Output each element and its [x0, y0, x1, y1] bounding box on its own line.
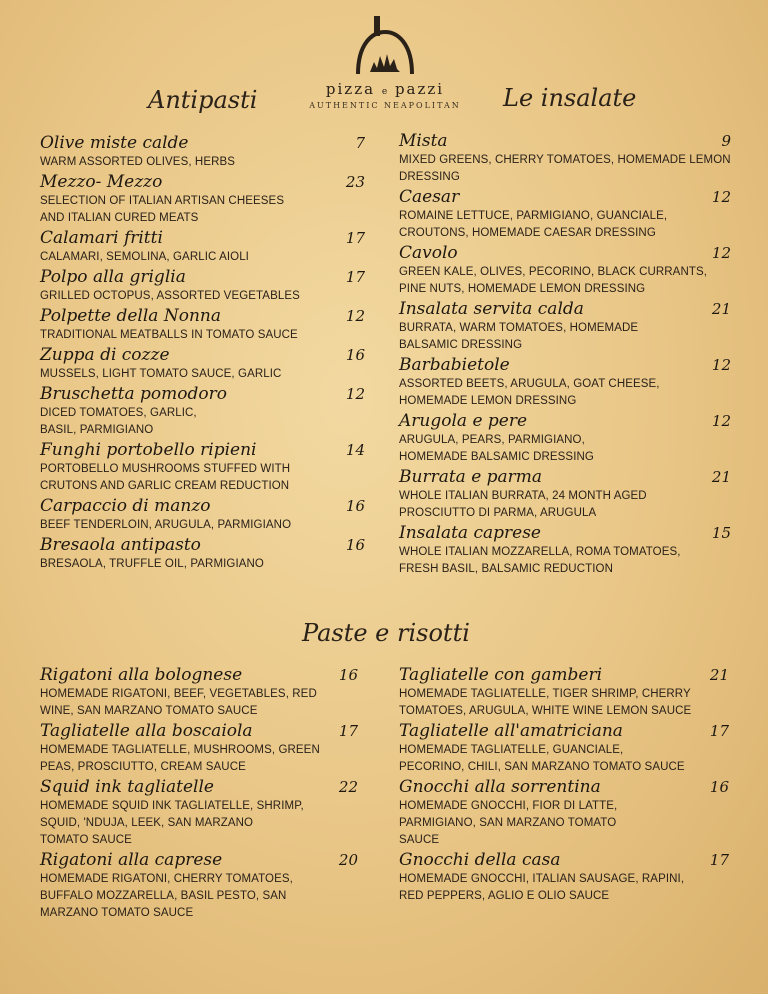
menu-item-description: GREEN KALE, OLIVES, PECORINO, BLACK CURRANTS, [399, 266, 708, 278]
menu-item-name: Mezzo- Mezzo [40, 172, 163, 192]
menu-item-description: DRESSING [399, 171, 460, 183]
section-title-insalate: Le insalate [503, 84, 637, 112]
menu-item-name: Insalata caprese [399, 523, 541, 543]
menu-item-price: 21 [709, 666, 729, 684]
menu-item-name: Arugola e pere [399, 411, 528, 431]
menu-item-description: PECORINO, CHILI, SAN MARZANO TOMATO SAUCE [399, 761, 685, 773]
menu-item-description: BASIL, PARMIGIANO [40, 424, 154, 436]
menu-item-description: HOMEMADE BALSAMIC DRESSING [399, 451, 594, 463]
menu-item-name: Mista [399, 131, 448, 151]
menu-item-price: 7 [355, 134, 365, 152]
menu-item [399, 186, 731, 242]
logo [300, 14, 470, 110]
menu-item-name: Insalata servita calda [399, 299, 584, 319]
menu-item-header [40, 132, 365, 154]
menu-item [399, 354, 731, 410]
pizza-oven-icon [350, 14, 420, 76]
menu-item-price: 20 [338, 851, 358, 869]
menu-item-price: 23 [345, 173, 365, 191]
menu-item-description: PINE NUTS, HOMEMADE LEMON DRESSING [399, 283, 646, 295]
menu-item-price: 22 [338, 778, 358, 796]
menu-item-description: HOMEMADE GNOCCHI, ITALIAN SAUSAGE, RAPINI, [399, 873, 685, 885]
menu-item-header [40, 776, 358, 798]
menu-item-name: Tagliatelle all'amatriciana [399, 721, 623, 741]
menu-item-description: ASSORTED BEETS, ARUGULA, GOAT CHEESE, [399, 378, 660, 390]
menu-item-price: 12 [711, 356, 731, 374]
menu-item-name: Barbabietole [399, 355, 510, 375]
menu-item-price: 12 [345, 385, 365, 403]
menu-item-price: 16 [345, 497, 365, 515]
menu-item-description: HOMEMADE RIGATONI, BEEF, VEGETABLES, RED [40, 688, 317, 700]
menu-item [40, 534, 365, 573]
menu-item-header [399, 298, 731, 320]
menu-item-description: MARZANO TOMATO SAUCE [40, 907, 194, 919]
menu-item-description: MUSSELS, LIGHT TOMATO SAUCE, GARLIC [40, 368, 282, 380]
menu-item-name: Carpaccio di manzo [40, 496, 211, 516]
menu-item-header [40, 383, 365, 405]
menu-item [40, 495, 365, 534]
menu-item-description: HOMEMADE RIGATONI, CHERRY TOMATOES, [40, 873, 293, 885]
menu-item [40, 720, 358, 776]
menu-item-name: Tagliatelle alla boscaiola [40, 721, 253, 741]
menu-item-name: Rigatoni alla caprese [40, 850, 223, 870]
menu-item-price: 9 [721, 132, 731, 150]
menu-item-description: WHOLE ITALIAN BURRATA, 24 MONTH AGED [399, 490, 647, 502]
menu-item-header [40, 534, 365, 556]
menu-item [399, 410, 731, 466]
menu-item-price: 15 [711, 524, 731, 542]
menu-item [40, 305, 365, 344]
menu-item-price: 16 [345, 346, 365, 364]
menu-item [399, 664, 729, 720]
menu-item-description: AND ITALIAN CURED MEATS [40, 212, 199, 224]
menu-item-price: 12 [711, 188, 731, 206]
menu-item-price: 12 [345, 307, 365, 325]
menu-item-description: WHOLE ITALIAN MOZZARELLA, ROMA TOMATOES, [399, 546, 681, 558]
antipasti-list [40, 132, 365, 573]
menu-item-description: FRESH BASIL, BALSAMIC REDUCTION [399, 563, 613, 575]
menu-item-description: MIXED GREENS, CHERRY TOMATOES, HOMEMADE LEMON [399, 154, 731, 166]
menu-item-description: BEEF TENDERLOIN, ARUGULA, PARMIGIANO [40, 519, 292, 531]
menu-item-description: HOMEMADE TAGLIATELLE, TIGER SHRIMP, CHERRY [399, 688, 691, 700]
menu-item-description: DICED TOMATOES, GARLIC, [40, 407, 197, 419]
menu-item [399, 298, 731, 354]
menu-item-price: 17 [709, 722, 729, 740]
paste-list-left [40, 664, 358, 922]
menu-item [40, 266, 365, 305]
menu-item-name: Bresaola antipasto [40, 535, 201, 555]
menu-item-header [40, 849, 358, 871]
menu-item [40, 439, 365, 495]
menu-item-description: CRUTONS AND GARLIC CREAM REDUCTION [40, 480, 290, 492]
menu-item-header [40, 171, 365, 193]
menu-item [40, 344, 365, 383]
menu-item-description: PROSCIUTTO DI PARMA, ARUGULA [399, 507, 597, 519]
menu-item-name: Olive miste calde [40, 133, 189, 153]
menu-item-name: Gnocchi della casa [399, 850, 561, 870]
menu-item-price: 12 [711, 244, 731, 262]
menu-item [399, 720, 729, 776]
menu-item-description: CROUTONS, HOMEMADE CAESAR DRESSING [399, 227, 656, 239]
menu-item-description: WARM ASSORTED OLIVES, HERBS [40, 156, 236, 168]
menu-item-header [399, 130, 731, 152]
menu-item-price: 17 [709, 851, 729, 869]
menu-item-header [40, 495, 365, 517]
menu-item-price: 16 [345, 536, 365, 554]
menu-item-name: Tagliatelle con gamberi [399, 665, 603, 685]
menu-item-header [40, 266, 365, 288]
menu-item [399, 849, 729, 905]
menu-item-price: 21 [711, 300, 731, 318]
menu-item-description: HOMEMADE LEMON DRESSING [399, 395, 577, 407]
menu-item-header [40, 439, 365, 461]
menu-item-header [399, 776, 729, 798]
menu-item-header [40, 305, 365, 327]
menu-item [399, 776, 729, 849]
menu-item-header [399, 410, 731, 432]
menu-item [40, 132, 365, 171]
menu-item-price: 12 [711, 412, 731, 430]
menu-item [399, 466, 731, 522]
menu-item [40, 227, 365, 266]
menu-item-header [399, 664, 729, 686]
menu-item-name: Caesar [399, 187, 460, 207]
menu-item-header [399, 720, 729, 742]
menu-item-header [40, 720, 358, 742]
menu-item [40, 664, 358, 720]
menu-item-description: SQUID, 'NDUJA, LEEK, SAN MARZANO [40, 817, 254, 829]
menu-item-name: Bruschetta pomodoro [40, 384, 227, 404]
section-title-antipasti: Antipasti [148, 86, 258, 114]
menu-item-description: PARMIGIANO, SAN MARZANO TOMATO [399, 817, 617, 829]
menu-item-name: Gnocchi alla sorrentina [399, 777, 601, 797]
menu-item-description: RED PEPPERS, AGLIO E OLIO SAUCE [399, 890, 610, 902]
menu-item [40, 776, 358, 849]
menu-item-description: PORTOBELLO MUSHROOMS STUFFED WITH [40, 463, 291, 475]
menu-item-description: SAUCE [399, 834, 440, 846]
menu-item-header [40, 227, 365, 249]
brand-name: pizza e pazzi [325, 80, 445, 98]
menu-item-description: BALSAMIC DRESSING [399, 339, 523, 351]
menu-item-header [399, 242, 731, 264]
menu-item-description: GRILLED OCTOPUS, ASSORTED VEGETABLES [40, 290, 300, 302]
menu-item-description: BURRATA, WARM TOMATOES, HOMEMADE [399, 322, 639, 334]
menu-item-name: Cavolo [399, 243, 458, 263]
menu-item-price: 14 [345, 441, 365, 459]
menu-item-description: HOMEMADE TAGLIATELLE, MUSHROOMS, GREEN [40, 744, 320, 756]
menu-item-name: Funghi portobello ripieni [40, 440, 257, 460]
menu-item-header [399, 354, 731, 376]
menu-item [399, 242, 731, 298]
menu-item-description: SELECTION OF ITALIAN ARTISAN CHEESES [40, 195, 285, 207]
insalate-list [399, 130, 731, 578]
menu-item-description: CALAMARI, SEMOLINA, GARLIC AIOLI [40, 251, 249, 263]
menu-item-description: BRESAOLA, TRUFFLE OIL, PARMIGIANO [40, 558, 264, 570]
menu-item-header [399, 849, 729, 871]
menu-item-name: Zuppa di cozze [40, 345, 170, 365]
menu-item-description: HOMEMADE TAGLIATELLE, GUANCIALE, [399, 744, 624, 756]
menu-item-price: 21 [711, 468, 731, 486]
menu-item-header [399, 466, 731, 488]
menu-item [40, 171, 365, 227]
menu-item-name: Polpette della Nonna [40, 306, 221, 326]
menu-item [399, 522, 731, 578]
menu-item-price: 17 [338, 722, 358, 740]
menu-item-header [399, 186, 731, 208]
brand-tagline: AUTHENTIC NEAPOLITAN [309, 101, 461, 110]
menu-item-header [399, 522, 731, 544]
menu-item-header [40, 664, 358, 686]
menu-item-name: Polpo alla griglia [40, 267, 186, 287]
section-title-paste: Paste e risotti [302, 619, 470, 647]
menu-item-name: Rigatoni alla bolognese [40, 665, 243, 685]
menu-item-name: Squid ink tagliatelle [40, 777, 214, 797]
menu-item-description: ROMAINE LETTUCE, PARMIGIANO, GUANCIALE, [399, 210, 668, 222]
menu-item-price: 17 [345, 229, 365, 247]
menu-item-description: TRADITIONAL MEATBALLS IN TOMATO SAUCE [40, 329, 298, 341]
menu-item-description: WINE, SAN MARZANO TOMATO SAUCE [40, 705, 258, 717]
menu-item-description: TOMATO SAUCE [40, 834, 132, 846]
paste-list-right [399, 664, 729, 905]
menu-item-description: ARUGULA, PEARS, PARMIGIANO, [399, 434, 585, 446]
menu-item [40, 383, 365, 439]
menu-item-description: PEAS, PROSCIUTTO, CREAM SAUCE [40, 761, 246, 773]
menu-item-price: 17 [345, 268, 365, 286]
menu-item-name: Burrata e parma [399, 467, 543, 487]
menu-item [399, 130, 731, 186]
menu-item-name: Calamari fritti [40, 228, 163, 248]
menu-item-description: HOMEMADE SQUID INK TAGLIATELLE, SHRIMP, [40, 800, 304, 812]
menu-item-description: TOMATOES, ARUGULA, WHITE WINE LEMON SAUCE [399, 705, 692, 717]
menu-item [40, 849, 358, 922]
menu-item-price: 16 [709, 778, 729, 796]
menu-item-header [40, 344, 365, 366]
menu-item-price: 16 [338, 666, 358, 684]
menu-item-description: BUFFALO MOZZARELLA, BASIL PESTO, SAN [40, 890, 287, 902]
menu-item-description: HOMEMADE GNOCCHI, FIOR DI LATTE, [399, 800, 618, 812]
